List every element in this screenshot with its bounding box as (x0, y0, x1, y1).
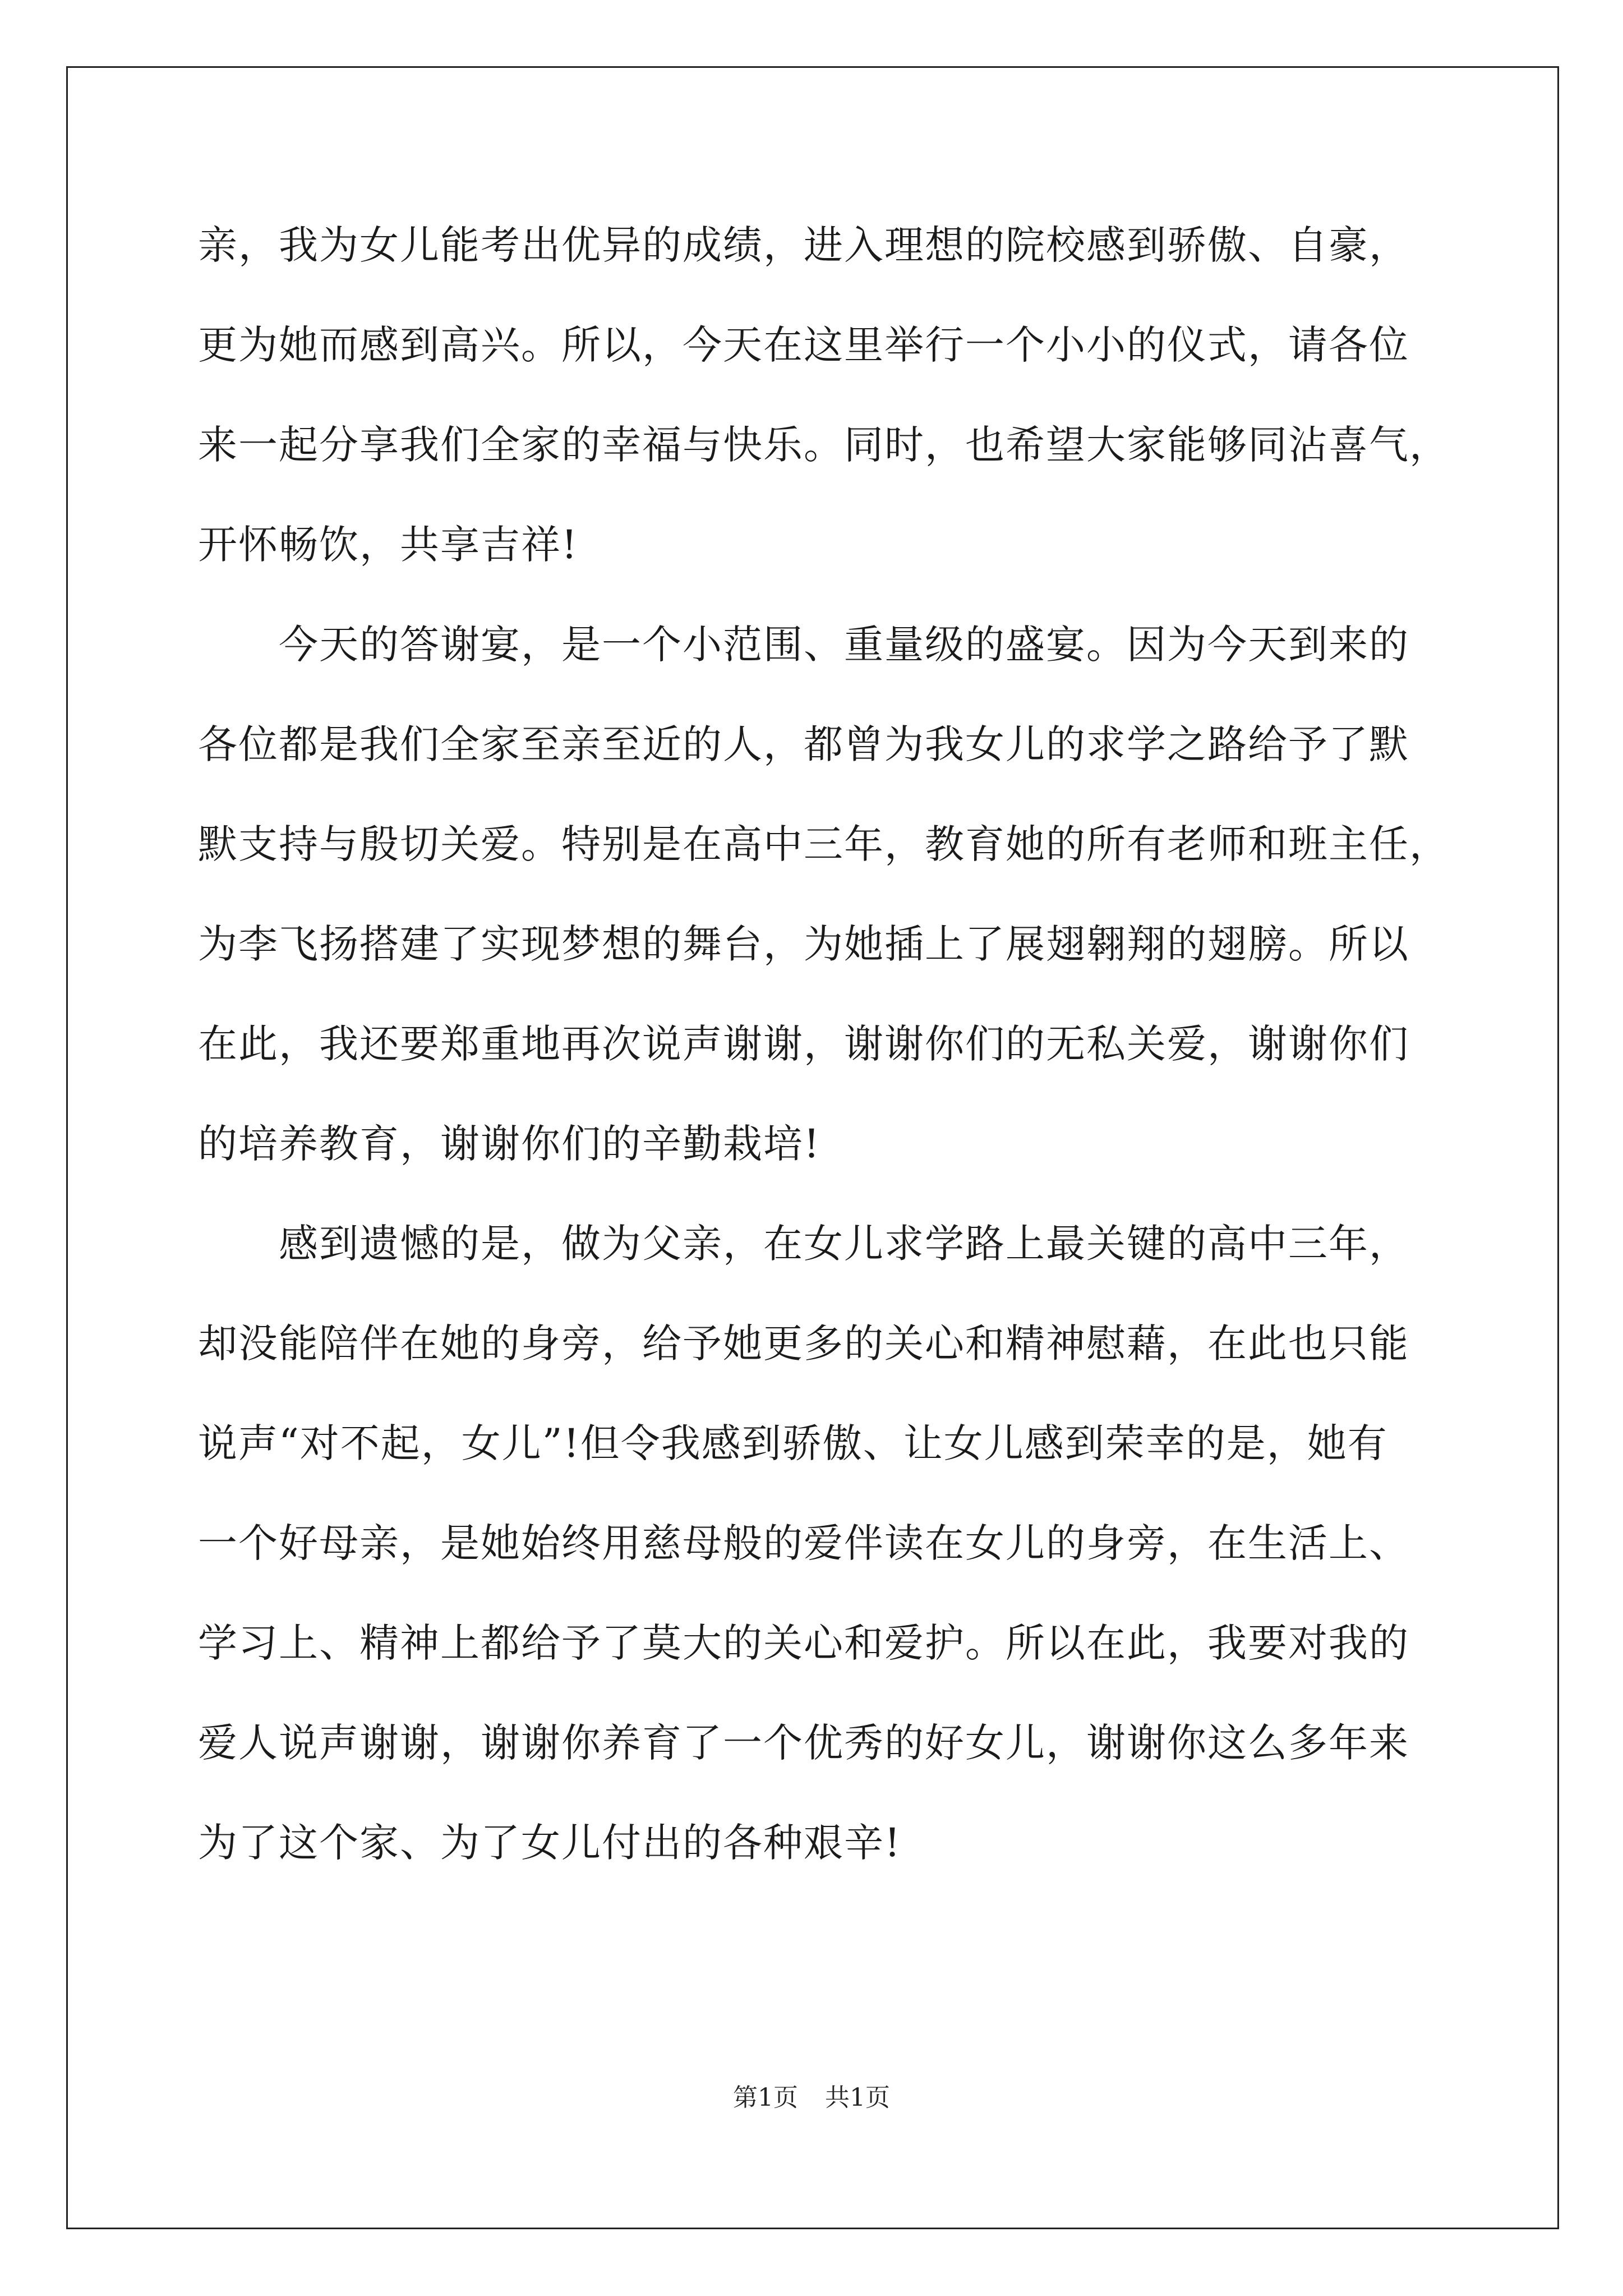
text-line: 学习上、精神上都给予了莫大的关心和爱护。所以在此，我要对我的 (198, 1620, 1409, 1666)
document-body (198, 195, 1450, 1893)
text-line: 一个好母亲，是她始终用慈母般的爱伴读在女儿的身旁，在生活上、 (198, 1520, 1409, 1566)
text-line: 默支持与殷切关爱。特别是在高中三年，教育她的所有老师和班主任， (198, 821, 1450, 867)
text-line: 亲，我为女儿能考出优异的成绩，进入理想的院校感到骄傲、自豪， (198, 222, 1409, 268)
text-line: 更为她而感到高兴。所以，今天在这里举行一个小小的仪式，请各位 (198, 322, 1409, 368)
text-line: 在此，我还要郑重地再次说声谢谢，谢谢你们的无私关爱，谢谢你们 (198, 1021, 1409, 1067)
text-line: 感到遗憾的是，做为父亲，在女儿求学路上最关键的高中三年， (198, 1221, 1409, 1267)
text-line: 各位都是我们全家至亲至近的人，都曾为我女儿的求学之路给予了默 (198, 721, 1409, 767)
text-line: 开怀畅饮，共享吉祥! (198, 522, 579, 568)
text-line: 为李飞扬搭建了实现梦想的舞台，为她插上了展翅翱翔的翅膀。所以 (198, 921, 1409, 967)
text-line: 今天的答谢宴，是一个小范围、重量级的盛宴。因为今天到来的 (198, 622, 1409, 668)
text-line: 来一起分享我们全家的幸福与快乐。同时，也希望大家能够同沾喜气， (198, 422, 1450, 468)
text-line: 爱人说声谢谢，谢谢你养育了一个优秀的好女儿，谢谢你这么多年来 (198, 1720, 1409, 1766)
text-line: 却没能陪伴在她的身旁，给予她更多的关心和精神慰藉，在此也只能 (198, 1320, 1409, 1366)
text-line: 为了这个家、为了女儿付出的各种艰辛! (198, 1820, 902, 1866)
page-total: 共1页 (825, 2083, 890, 2112)
text-line: 说声“对不起，女儿”!但令我感到骄傲、让女儿感到荣幸的是，她有 (198, 1420, 1388, 1466)
page-footer (0, 2081, 1623, 2115)
text-line: 的培养教育，谢谢你们的辛勤栽培! (198, 1121, 821, 1167)
page-number: 第1页 (733, 2083, 798, 2112)
